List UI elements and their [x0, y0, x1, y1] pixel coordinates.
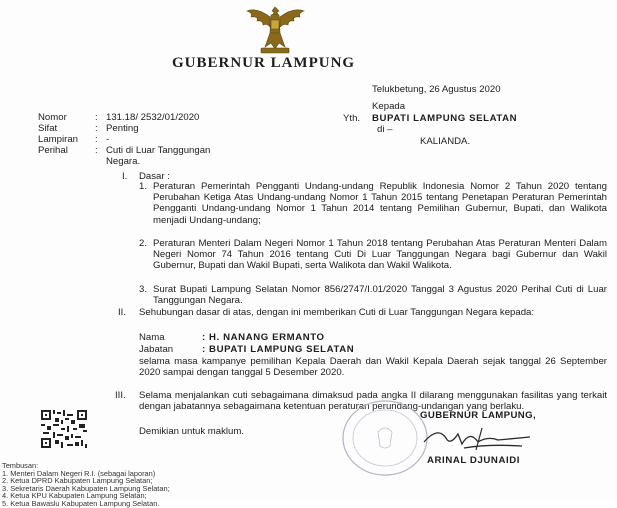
legal-basis-item: Surat Bupati Lampung Selatan Nomor 856/2747/I.01/2020 Tanggal 3 Agustus 2020 Perihal Cuti di Luar Tanggungan Negara.: [153, 284, 607, 307]
official-seal-icon: [340, 398, 430, 478]
field-value: Cuti di Luar Tanggungan: [106, 145, 211, 156]
closing-text: Demikian untuk maklum.: [139, 426, 245, 437]
signatory-office: GUBERNUR LAMPUNG,: [420, 410, 537, 421]
tembusan-item: 2. Ketua DPRD Kabupaten Lampung Selatan;: [2, 476, 153, 486]
leave-period: selama masa kampanye pemilihan Kepala Daerah dan Wakil Kepala Daerah sejak tanggal 26 September 2020 sampai dengan tanggal 5 Desember 2020.: [139, 356, 607, 379]
garuda-emblem-icon: [243, 3, 308, 55]
signatory-name: ARINAL DJUNAIDI: [427, 455, 521, 466]
section3-num: III.: [115, 390, 126, 401]
letterhead-title: GUBERNUR LAMPUNG: [172, 55, 356, 71]
field-label: Lampiran: [38, 134, 78, 145]
item-num: 1.: [139, 181, 148, 192]
recipient-di: di –: [377, 124, 393, 135]
tembusan-item: 3. Sekretaris Daerah Kabupaten Lampung Selatan;: [2, 483, 170, 493]
field-value: -: [106, 134, 110, 145]
section1-num: I.: [122, 171, 128, 182]
tembusan-item: 4. Ketua KPU Kabupaten Lampung Selatan;: [2, 491, 147, 501]
tembusan-item: 5. Ketua Bawaslu Kabupaten Lampung Selatan.: [2, 498, 160, 508]
place-date: Telukbetung, 26 Agustus 2020: [372, 84, 501, 95]
field-colon: :: [95, 134, 98, 145]
handwritten-signature-icon: [418, 424, 548, 454]
legal-basis-item: Peraturan Menteri Dalam Negeri Nomor 1 Tahun 2018 tentang Perubahan Atas Peraturan Menteri Dalam Negeri Nomor 74 Tahun 2016 tentang Cuti Di Luar Tanggungan Negara bagi Gubernur dan Wakil Gubernur, Bupati dan Wakil Bupati, serta Walikota dan Wakil Walikota.: [153, 238, 607, 272]
jabatan-value: : BUPATI LAMPUNG SELATAN: [202, 344, 355, 355]
legal-basis-item: Peraturan Pemerintah Pengganti Undang-undang Republik Indonesia Nomor 2 Tahun 2020 tentang Perubahan Ketiga Atas Undang-undang Nomor 1 Tahun 2015 tentang Penetapan Peraturan Pemerintah Pengganti Undang-undang Nomor 1 Tahun 2014 tentang Pemilihan Gubernur, Bupati, dan Walikota menjadi Undang-undang;: [153, 181, 607, 226]
nama-label: Nama: [139, 332, 165, 343]
tembusan-title: Tembusan:: [2, 461, 39, 470]
jabatan-label: Jabatan: [139, 344, 174, 355]
tembusan-item: 1. Menteri Dalam Negeri R.I. (sebagai laporan): [2, 468, 156, 478]
field-label: Perihal: [38, 145, 68, 156]
field-colon: :: [95, 112, 98, 123]
recipient-kepada: Kepada: [372, 101, 406, 112]
field-label: Nomor: [38, 112, 67, 123]
item-num: 2.: [139, 238, 148, 249]
section2-intro: Sehubungan dasar di atas, dengan ini memberikan Cuti di Luar Tanggungan Negara kepada:: [139, 307, 535, 318]
section3-text: Selama menjalankan cuti sebagaimana dimaksud pada angka II dilarang menggunakan fasilitas yang terkait dengan jabatannya sebagaimana ketentuan peraturan perundang-undangan yang berlaku.: [139, 390, 607, 413]
field-colon: :: [95, 123, 98, 134]
field-value: 131.18/ 2532/01/2020: [106, 112, 200, 123]
recipient-yth: Yth.: [343, 113, 361, 124]
field-colon: :: [95, 145, 98, 156]
item-num: 3.: [139, 284, 148, 295]
recipient-name: BUPATI LAMPUNG SELATAN: [372, 113, 518, 124]
nama-value: : H. NANANG ERMANTO: [202, 332, 325, 343]
recipient-city: KALIANDA.: [420, 136, 471, 147]
section2-num: II.: [118, 307, 126, 318]
field-value: Penting: [106, 123, 139, 134]
tembusan-block: [2, 462, 170, 508]
field-label: Sifat: [38, 123, 58, 134]
perihal-line2: Negara.: [106, 156, 141, 167]
qr-code-icon: [41, 410, 87, 448]
section1-title: Dasar :: [139, 171, 170, 182]
